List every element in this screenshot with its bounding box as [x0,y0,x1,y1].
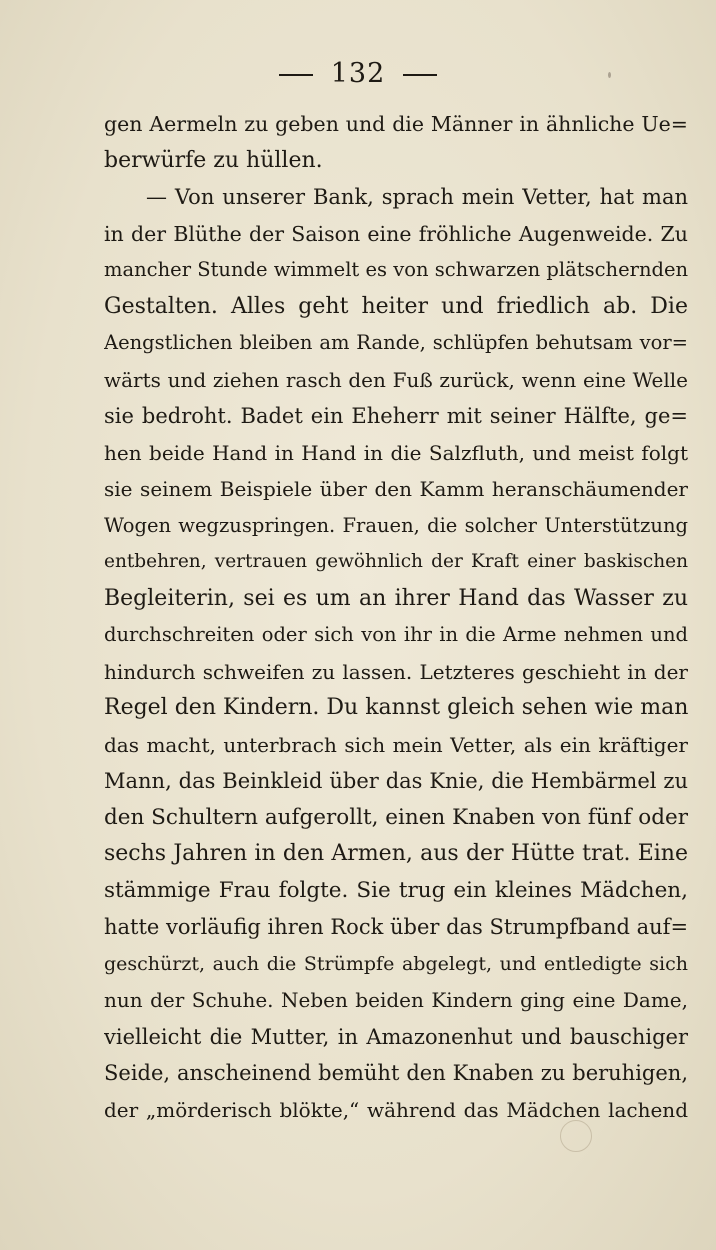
text-line: durchschreiten oder sich von ihr in die Arme nehmen und [104,623,688,646]
text-line: berwürfe zu hüllen. [104,147,323,173]
text-line: Mann, das Beinkleid über das Knie, die Hembärmel zu [104,769,688,793]
text-line: das macht, unterbrach sich mein Vetter, als ein kräftiger [104,732,688,757]
text-line: hen beide Hand in Hand in die Salzfluth, und meist folgt [104,440,688,465]
text-line: wärts und ziehen rasch den Fuß zurück, wenn eine Welle [104,367,688,392]
text-line: gen Aermeln zu geben und die Männer in ähnliche Ue= [104,112,688,136]
body-text [104,106,688,1128]
text-line: — Von unserer Bank, sprach mein Vetter, hat man [146,185,688,209]
text-line: sie bedroht. Badet ein Eheherr mit seiner Hälfte, ge= [104,404,688,428]
text-line: vielleicht die Mutter, in Amazonenhut und bauschiger [104,1024,688,1049]
text-line: Seide, anscheinend bemüht den Knaben zu beruhigen, [104,1061,688,1085]
text-line: hatte vorläufig ihren Rock über das Strumpfband auf= [104,915,688,939]
text-line: Begleiterin, sei es um an ihrer Hand das Wasser zu [104,585,688,611]
text-line: Regel den Kindern. Du kannst gleich sehen wie man [104,695,688,720]
text-line: der „mörderisch blökte,“ während das Mädchen lachend [104,1097,688,1122]
text-line: stämmige Frau folgte. Sie trug ein kleines Mädchen, [104,877,688,903]
text-line: mancher Stunde wimmelt es von schwarzen plätschernden [104,258,688,281]
text-line: in der Blüthe der Saison eine fröhliche Augenweide. Zu [104,221,688,246]
header-dash-right [403,74,437,76]
text-line: den Schultern aufgerollt, einen Knaben von fünf oder [104,804,688,830]
text-line: Aengstlichen bleiben am Rande, schlüpfen behutsam vor= [104,331,688,354]
text-line: nun der Schuhe. Neben beiden Kindern ging eine Dame, [104,988,688,1012]
page-header [0,58,716,89]
text-line: entbehren, vertrauen gewöhnlich der Kraft einer baskischen [104,551,688,572]
text-line: geschürzt, auch die Strümpfe abgelegt, und entledigte sich [104,952,688,975]
text-line: Wogen wegzuspringen. Frauen, die solcher Unterstützung [104,513,688,537]
text-line: Gestalten. Alles geht heiter und friedlich ab. Die [104,293,688,319]
page-number: 132 [330,58,386,89]
header-dash-left [279,74,313,76]
text-line: hindurch schweifen zu lassen. Letzteres geschieht in der [104,659,688,684]
text-line: sechs Jahren in den Armen, aus der Hütte trat. Eine [104,841,688,866]
text-line: sie seinem Beispiele über den Kamm heranschäumender [104,477,688,501]
